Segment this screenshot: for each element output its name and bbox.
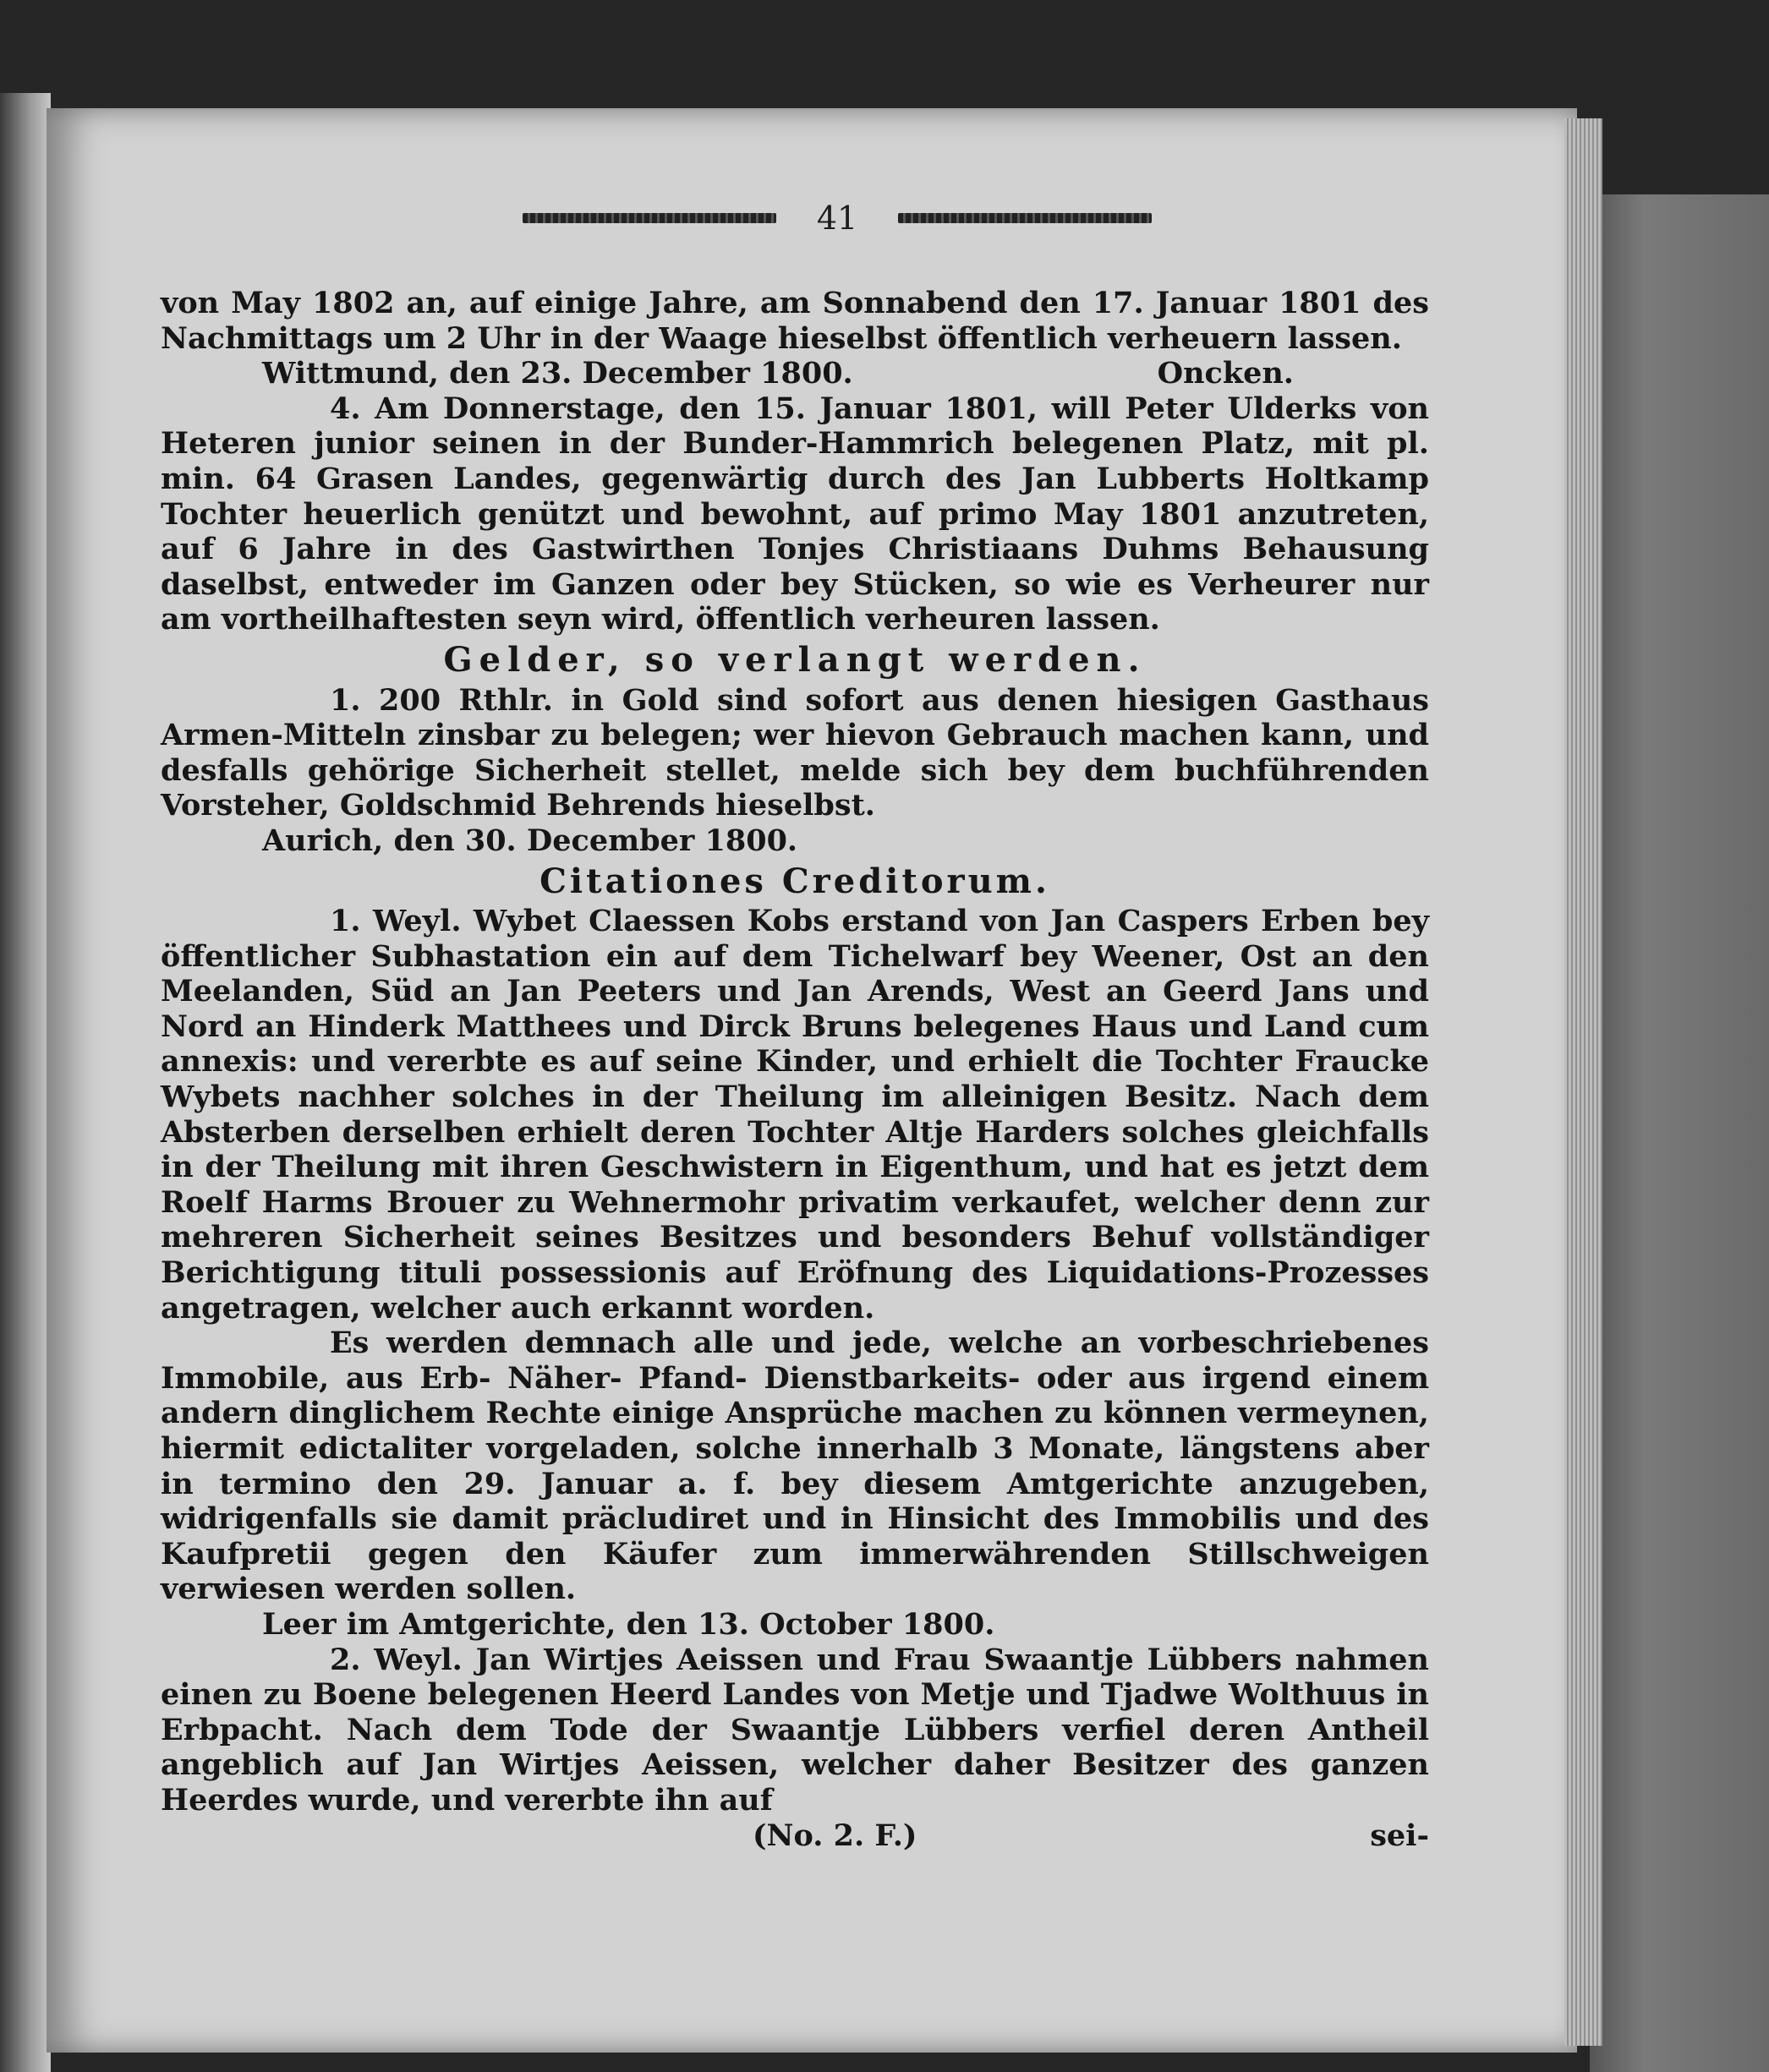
book-binding — [0, 93, 51, 2072]
page-header — [516, 193, 1158, 243]
header-rule-left — [523, 213, 776, 223]
book-cover-edge — [1590, 194, 1769, 2072]
signature-place-date: Wittmund, den 23. December 1800. — [262, 356, 853, 391]
paragraph-gelder-1: 1. 200 Rthlr. in Gold sind sofort aus denen hiesigen Gasthaus Armen-Mitteln zinsbar zu belegen; wer hievon Gebrauch machen kann, und desfalls gehörige Sicherheit stellet, melde sich bey dem buchführenden Vorsteher, Goldschmid Behrends hieselbst. — [161, 682, 1429, 823]
signature-leer: Leer im Amtgerichte, den 13. October 1800. — [262, 1606, 995, 1642]
section-heading-citationes: Citationes Creditorum. — [539, 861, 1050, 901]
signature-name: Oncken. — [1157, 356, 1294, 391]
page-number: 41 — [816, 200, 858, 237]
signature-aurich: Aurich, den 30. December 1800. — [262, 823, 798, 858]
signature-mark: (No. 2. F.) — [753, 1818, 917, 1853]
section-heading-gelder: Gelder, so verlangt werden. — [443, 639, 1147, 680]
page-edges — [1564, 118, 1602, 2046]
paragraph-citation-summons: Es werden demnach alle und jede, welche an vorbeschriebenes Immobile, aus Erb- Näher- Pfand- Dienstbarkeits- oder aus irgend einem andern dinglichem Rechte einige Ansprüche machen zu können vermeynen, hiermit edictaliter vorgeladen, solche innerhalb 3 Monate, längstens aber in termino den 29. Januar a. f. bey diesem Amtgerichte anzugeben, widrigenfalls sie damit präcludiret und in Hinsicht des Immobilis und des Kaufpretii gegen den Käufer zum immerwährenden Stillschweigen verwiesen werden sollen. — [161, 1326, 1429, 1607]
page-footer — [161, 1818, 1429, 1854]
page-text — [161, 286, 1429, 1853]
signature-line-wittmund — [161, 356, 1429, 391]
paragraph-4: 4. Am Donnerstage, den 15. Januar 1801, will Peter Ulderks von Heteren junior seinen in der Bunder-Hammrich belegenen Platz, mit pl. min. 64 Grasen Landes, gegenwärtig durch des Jan Lubberts Holtkamp Tochter heuerlich genützt und bewohnt, auf primo May 1801 anzutreten, auf 6 Jahre in des Gastwirthen Tonjes Christiaans Duhms Behausung daselbst, entweder im Ganzen oder bey Stücken, so wie es Verheurer nur am vortheilhaftesten seyn wird, öffentlich verheuren lassen. — [161, 391, 1429, 637]
paragraph-citation-2: 2. Weyl. Jan Wirtjes Aeissen und Frau Swaantje Lübbers nahmen einen zu Boene belegenen Heerd Landes von Metje und Tjadwe Wolthuus in Erbpacht. Nach dem Tode der Swaantje Lübbers verfiel deren Antheil angeblich auf Jan Wirtjes Aeissen, welcher daher Besitzer des ganzen Heerdes wurde, und vererbte ihn auf — [161, 1642, 1429, 1818]
catchword: sei- — [1370, 1818, 1429, 1853]
header-rule-right — [898, 213, 1152, 223]
paragraph-continuation: von May 1802 an, auf einige Jahre, am Sonnabend den 17. Januar 1801 des Nachmittags um 2 Uhr in der Waage hieselbst öffentlich verheuern lassen. — [161, 286, 1429, 356]
paragraph-citation-1: 1. Weyl. Wybet Claessen Kobs erstand von Jan Caspers Erben bey öffentlicher Subhastation ein auf dem Tichelwarf bey Weener, Ost an den Meelanden, Süd an Jan Peeters und Jan Arends, West an Geerd Jans und Nord an Hinderk Matthees und Dirck Bruns belegenes Haus und Land cum annexis: und vererbte es auf seine Kinder, und erhielt die Tochter Fraucke Wybets nachher solches in der Theilung im alleinigen Besitz. Nach dem Absterben derselben erhielt deren Tochter Altje Harders solches gleichfalls in der Theilung mit ihren Geschwistern in Eigenthum, und hat es jetzt dem Roelf Harms Brouer zu Wehnermohr privatim verkaufet, welcher denn zur mehreren Sicherheit seines Besitzes und besonders Behuf vollständiger Berichtigung tituli possessionis auf Eröfnung des Liquidations-Prozesses angetragen, welcher auch erkannt worden. — [161, 904, 1429, 1326]
